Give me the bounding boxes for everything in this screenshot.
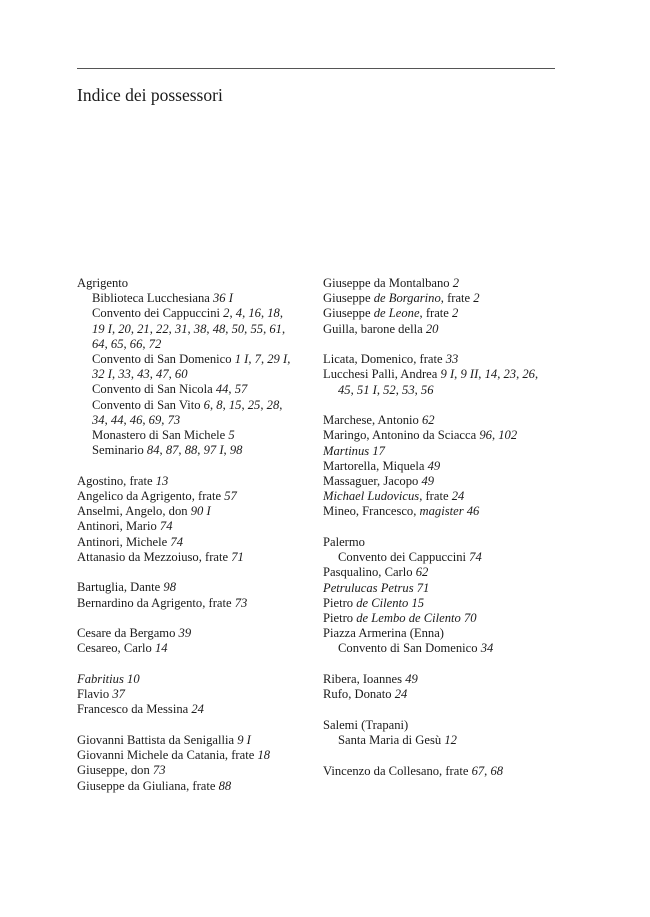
index-italic-text: 34 [480,641,494,656]
index-text: Vincenzo da Collesano, frate [323,763,472,778]
index-entry [323,687,558,702]
index-entry [323,459,558,474]
index-text: Martorella, Miquela [323,458,428,473]
index-group [77,474,317,565]
index-text: , [206,321,213,336]
index-text: , [104,336,111,351]
index-entry [323,367,558,382]
index-italic-text: 73 [167,412,181,427]
index-text: , [111,367,119,382]
index-text: Giuseppe da Giuliana, frate [77,778,219,793]
index-subentry [77,413,317,428]
index-italic-text: 88 [184,443,198,458]
index-italic-text: 73 [234,595,248,610]
index-italic-text: 98 [229,443,243,458]
index-italic-text: Martinus 17 [323,443,385,458]
index-italic-text: 52 [383,382,396,397]
index-text: Salemi (Trapani) [323,717,409,732]
index-entry [77,687,317,702]
index-group [77,580,317,610]
index-italic-text: 20 [118,321,131,336]
index-italic-text: Petrulucas Petrus 71 [323,580,430,595]
index-italic-text: 16 [248,306,261,321]
index-italic-text: 38 [193,321,207,336]
index-group [77,626,317,656]
index-text: , [484,763,491,778]
index-italic-text: 5 [228,428,235,443]
index-italic-text: 74 [170,534,183,549]
index-text: Rufo, Donato [323,687,395,702]
index-italic-text: 2 [223,306,230,321]
index-entry [77,733,317,748]
index-text: Antinori, Michele [77,534,171,549]
index-italic-text: 97 I [203,443,224,458]
index-text: , [263,321,270,336]
index-group [323,276,558,337]
index-italic-text: 57 [234,382,248,397]
index-entry [323,322,558,337]
index-text: , [242,306,249,321]
index-italic-text: 49 [405,672,418,687]
index-text: Bernardino da Agrigento, frate [77,595,235,610]
index-text: Massaguer, Jacopo [323,474,422,489]
index-italic-text: 71 [231,549,244,564]
index-italic-text: 22 [156,321,169,336]
index-italic-text: 67 [471,763,485,778]
index-italic-text: 9 II [460,367,479,382]
index-text: Biblioteca Lucchesiana [92,291,213,306]
index-entry [77,748,317,763]
index-text: , [229,306,236,321]
index-italic-text: 45 [338,382,351,397]
index-text: , [178,443,185,458]
index-text: Cesare da Bergamo [77,626,179,641]
index-italic-text: 21 [137,321,150,336]
index-italic-text: 4 [235,306,243,321]
index-italic-text: 65 [110,336,124,351]
index-italic-text: 48 [212,321,226,336]
index-italic-text: 33 [445,352,459,367]
index-text: Pietro [323,611,357,626]
index-italic-text: 53 [402,382,415,397]
index-entry [323,626,558,641]
index-entry [77,641,317,656]
index-entry [323,428,558,443]
index-italic-text: 55 [250,321,264,336]
index-text: , [168,321,175,336]
index-text: , [260,352,268,367]
index-italic-text: 49 [427,458,441,473]
index-italic-text: 15 [228,397,242,412]
index-entry [77,702,317,717]
index-text: , [534,367,539,382]
index-text: Ribera, Ioannes [323,672,406,687]
index-italic-text: 2 [473,291,480,306]
index-group [323,672,558,702]
index-text: , [491,428,499,443]
index-subentry [77,322,317,337]
index-entry [323,764,558,779]
index-column-right [323,276,558,794]
index-subentry [77,337,317,352]
index-italic-text: 74 [159,519,173,534]
index-entry [77,550,317,565]
index-italic-text: 7 [254,352,261,367]
index-text: , [395,382,403,397]
index-text: , [228,382,235,397]
index-text: , [223,443,230,458]
index-subentry [323,383,558,398]
index-group [323,535,558,657]
index-subentry [77,398,317,413]
index-italic-text: 66 [129,336,143,351]
page-title: Indice dei possessori [77,85,223,105]
index-entry [323,474,558,489]
index-italic-text: 90 I [190,504,211,519]
index-text: , frate [419,306,453,321]
index-group [323,718,558,748]
index-subentry [323,733,558,748]
index-entry [323,352,558,367]
index-group [323,352,558,398]
index-text: , [260,306,268,321]
index-text: , [497,367,504,382]
index-entry [77,489,317,504]
index-italic-text: 18 [257,748,271,763]
index-entry [323,565,558,580]
index-text: Angelico da Agrigento, frate [77,489,225,504]
index-italic-text: 43 [137,367,150,382]
index-entry [77,626,317,641]
index-italic-text: 13 [155,473,169,488]
index-text: , [279,397,283,412]
index-entry [77,504,317,519]
index-italic-text: 69 [148,412,162,427]
index-italic-text: 62 [415,565,429,580]
index-text: , [197,443,204,458]
index-text: Giuseppe da Montalbano [323,276,453,290]
index-italic-text: 84 [146,443,160,458]
index-italic-text: 73 [152,763,166,778]
index-text: Convento di San Domenico [338,641,481,656]
index-text: , [454,367,461,382]
index-italic-text: 62 [421,413,435,428]
index-italic-text: 2 [452,306,459,321]
index-text: Maringo, Antonino da Sciacca [323,428,480,443]
index-entry [323,581,558,596]
index-text: , [130,321,138,336]
index-text: Marchese, Antonio [323,413,422,428]
index-text: , [225,321,232,336]
index-italic-text: 61 [269,321,282,336]
index-group [77,276,317,458]
index-text: , [111,321,119,336]
index-text: Agrigento [77,276,129,290]
index-entry [323,291,558,306]
index-italic-text: 23 [503,367,517,382]
index-italic-text: 51 I [356,382,377,397]
index-italic-text: 25 [247,397,261,412]
index-entry [323,306,558,321]
index-text: Convento dei Cappuccini [338,550,470,565]
index-italic-text: 2 [452,276,460,290]
index-text: Guilla, barone della [323,321,426,336]
index-italic-text: 47 [156,367,169,382]
index-subentry [77,382,317,397]
index-text: , [478,367,485,382]
index-italic-text: 26 [522,367,535,382]
index-italic-text: 72 [148,336,162,351]
index-italic-text: 56 [420,382,434,397]
index-text: , [142,412,149,427]
index-italic-text: 36 I [213,291,233,306]
index-entry [323,276,558,291]
index-italic-text: de Leone [373,306,420,321]
index-text: , [260,397,267,412]
index-text: Convento dei Cappuccini [92,306,224,321]
index-group [77,672,317,718]
index-subentry [77,367,317,382]
index-italic-text: 24 [394,687,408,702]
index-text: Convento di San Domenico [92,352,235,367]
index-italic-text: Fabritius 10 [77,672,140,687]
index-italic-text: 68 [490,763,504,778]
index-italic-text: 46 [129,412,143,427]
index-entry [323,504,558,519]
index-text: , [161,412,168,427]
index-italic-text: 9 I [440,367,455,382]
index-italic-text: 96 [479,428,492,443]
index-text: Flavio [77,687,113,702]
index-entry [323,535,558,550]
index-entry [77,596,317,611]
index-italic-text: 19 I [92,321,112,336]
index-text: , [159,443,166,458]
index-italic-text: 28 [266,397,280,412]
index-italic-text: 1 I [234,352,249,367]
index-text: Giovanni Michele da Catania, frate [77,748,258,763]
index-text: , [279,306,283,321]
index-italic-text: 20 [425,321,439,336]
index-italic-text: 49 [421,474,435,489]
index-text: , [287,352,291,367]
header-rule [77,68,555,69]
index-subentry [323,641,558,656]
index-group [77,733,317,794]
index-italic-text: 24 [451,489,465,504]
index-italic-text: 98 [163,580,176,595]
index-entry [323,596,558,611]
index-entry [77,535,317,550]
index-text: Santa Maria di Gesù [338,733,445,748]
index-italic-text: Michael Ludovicus [323,489,420,504]
index-text: , [222,397,229,412]
index-italic-text: 57 [224,489,237,504]
index-subentry [77,291,317,306]
index-text: , frate [440,291,474,306]
index-italic-text: 34 [92,412,105,427]
index-text: , [149,321,157,336]
index-text: , [209,397,217,412]
index-group [323,413,558,519]
index-italic-text: 18 [267,306,280,321]
index-italic-text: de Lembo de Cilento 70 [356,611,477,626]
index-text: Pasqualino, Carlo [323,565,416,580]
index-text: , [168,367,175,382]
index-entry [323,413,558,428]
index-italic-text: 102 [498,428,518,443]
index-text: , [244,321,251,336]
index-italic-text: 9 I [237,733,251,748]
index-text: , [142,336,149,351]
index-text: , [241,397,248,412]
index-subentry [77,428,317,443]
index-subentry [323,550,558,565]
index-entry [77,580,317,595]
index-text: , [281,321,286,336]
index-entry [77,672,317,687]
index-text: Licata, Domenico, frate [323,352,446,367]
index-text: , [187,321,194,336]
index-text: Bartuglia, Dante [77,580,164,595]
index-text: , [123,412,130,427]
index-text: Giuseppe, don [77,763,153,778]
index-text: Seminario [92,443,147,458]
index-text: Pietro [323,595,357,610]
index-italic-text: 44 [110,412,124,427]
index-italic-text: 39 [178,626,192,641]
index-subentry [77,352,317,367]
index-text: Attanasio da Mezzoiuso, frate [77,549,232,564]
index-italic-text: 50 [231,321,245,336]
index-italic-text: de Borgarino [373,291,441,306]
index-text: Antinori, Mario [77,519,160,534]
index-text: Giovanni Battista da Senigallia [77,733,238,748]
index-entry [77,474,317,489]
index-text: Giuseppe [323,306,374,321]
index-italic-text: magister 46 [419,504,480,519]
index-entry [323,489,558,504]
index-subentry [77,443,317,458]
index-entry [323,672,558,687]
index-text: Francesco da Messina [77,702,192,717]
index-italic-text: 37 [112,687,125,702]
index-italic-text: 8 [216,397,223,412]
index-text: , [104,412,111,427]
index-italic-text: 14 [484,367,498,382]
index-entry [323,444,558,459]
index-text: Convento di San Nicola [92,382,216,397]
index-italic-text: 74 [469,550,482,565]
index-italic-text: 31 [174,321,188,336]
index-text: Mineo, Francesco, [323,504,420,519]
index-italic-text: 64 [92,336,105,351]
index-text: Lucchesi Palli, Andrea [323,367,441,382]
index-italic-text: 32 I [92,367,112,382]
index-column-left [77,276,317,809]
index-italic-text: de Cilento 15 [356,595,425,610]
index-italic-text: 14 [155,641,168,656]
index-text: , [149,367,157,382]
index-italic-text: 24 [191,702,204,717]
index-group [323,764,558,779]
index-italic-text: 44 [215,382,229,397]
index-text: Convento di San Vito [92,397,204,412]
index-entry [77,763,317,778]
index-italic-text: 87 [165,443,179,458]
index-text: , [350,382,357,397]
index-text: , [123,336,130,351]
index-text: , [248,352,255,367]
index-subentry [77,306,317,321]
index-entry [77,779,317,794]
index-italic-text: 6 [203,397,210,412]
index-italic-text: 88 [218,778,232,793]
index-text: , frate [419,489,452,504]
index-entry [77,276,317,291]
index-text: Agostino, frate [77,473,156,488]
index-entry [77,519,317,534]
index-italic-text: 60 [174,367,188,382]
index-text: Piazza Armerina (Enna) [323,626,444,641]
index-italic-text: 29 I [267,352,288,367]
index-text: Cesareo, Carlo [77,641,155,656]
index-text: Monastero di San Michele [92,428,229,443]
index-text: , [130,367,138,382]
index-text: , [414,382,421,397]
index-italic-text: 12 [444,733,457,748]
index-text: Giuseppe [323,291,374,306]
index-text: Anselmi, Angelo, don [77,504,191,519]
index-text: , [376,382,384,397]
index-text: Palermo [323,535,365,550]
index-text: , [516,367,523,382]
index-italic-text: 33 [118,367,131,382]
index-entry [323,718,558,733]
index-entry [323,611,558,626]
